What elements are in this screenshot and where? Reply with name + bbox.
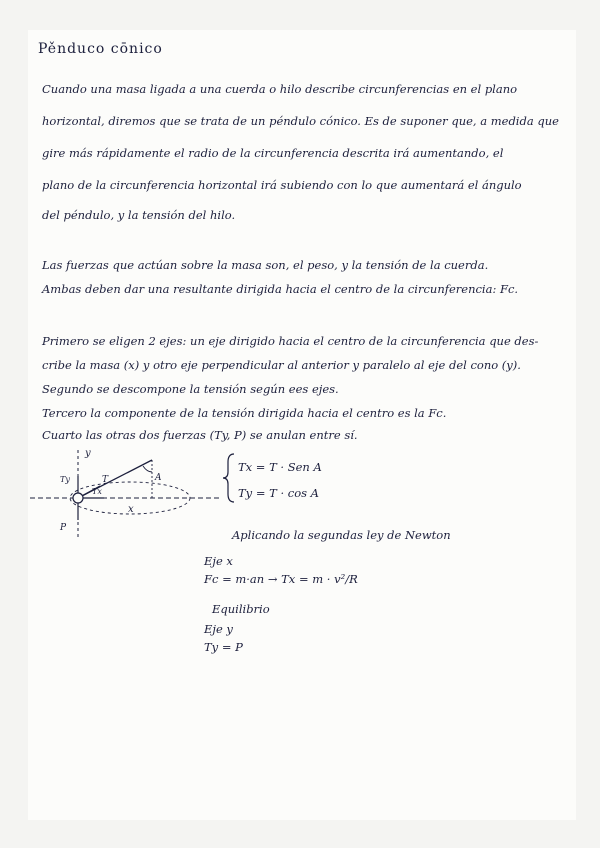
angle-arc — [143, 466, 152, 472]
tx-label: Tx — [92, 487, 102, 496]
equation-tx: Tx = T · Sen A — [238, 460, 322, 474]
paragraph2-line-2: Ambas deben dar una resultante dirigida hacia el centro de la circunferencia: Fc. — [42, 282, 519, 296]
paragraph3-line-2: cribe la masa (x) y otro eje perpendicular al anterior y paralelo al eje del cono (y). — [42, 358, 521, 372]
newton-heading: Aplicando la segundas ley de Newton — [232, 528, 451, 542]
paragraph1-line-5: del péndulo, y la tensión del hilo. — [42, 208, 236, 222]
paragraph1-line-1: Cuando una masa ligada a una cuerda o hilo describe circunferencias en el plano — [42, 82, 518, 96]
equation-ty-p: Ty = P — [204, 640, 243, 654]
paragraph1-line-2: horizontal, diremos que se trata de un péndulo cónico. Es de suponer que, a medida que — [42, 114, 559, 128]
x-axis-label: x — [128, 504, 134, 515]
paragraph3-line-4: Tercero la componente de la tensión dirigida hacia el centro es la Fc. — [42, 406, 447, 420]
weight-label: P — [60, 523, 67, 533]
equation-ty: Ty = T · cos A — [238, 486, 319, 500]
page-title: Pěnduco cōnico — [38, 41, 163, 57]
pendulum-mass — [73, 493, 83, 503]
equation-fc: Fc = m·an → Tx = m · v²/R — [204, 572, 358, 586]
eje-x-heading: Eje x — [204, 554, 233, 568]
equation-brace — [222, 452, 236, 504]
tension-label: T — [102, 475, 109, 485]
angle-label: A — [155, 473, 162, 483]
conical-pendulum-diagram — [30, 442, 220, 542]
paragraph1-line-4: plano de la circunferencia horizontal irá subiendo con lo que aumentará el ángulo — [42, 178, 522, 192]
y-axis-label: y — [85, 448, 91, 459]
equilibrio-heading: Equilibrio — [212, 602, 270, 616]
paragraph1-line-3: gire más rápidamente el radio de la circunferencia descrita irá aumentando, el — [42, 146, 504, 160]
paragraph2-line-1: Las fuerzas que actúan sobre la masa son, el peso, y la tensión de la cuerda. — [42, 258, 489, 272]
paragraph3-line-1: Primero se eligen 2 ejes: un eje dirigido hacia el centro de la circunferencia que des- — [42, 334, 539, 348]
paragraph3-line-5: Cuarto las otras dos fuerzas (Ty, P) se anulan entre sí. — [42, 428, 358, 442]
ty-label: Ty — [60, 475, 70, 484]
paragraph3-line-3: Segundo se descompone la tensión según ees ejes. — [42, 382, 339, 396]
eje-y-heading: Eje y — [204, 622, 233, 636]
